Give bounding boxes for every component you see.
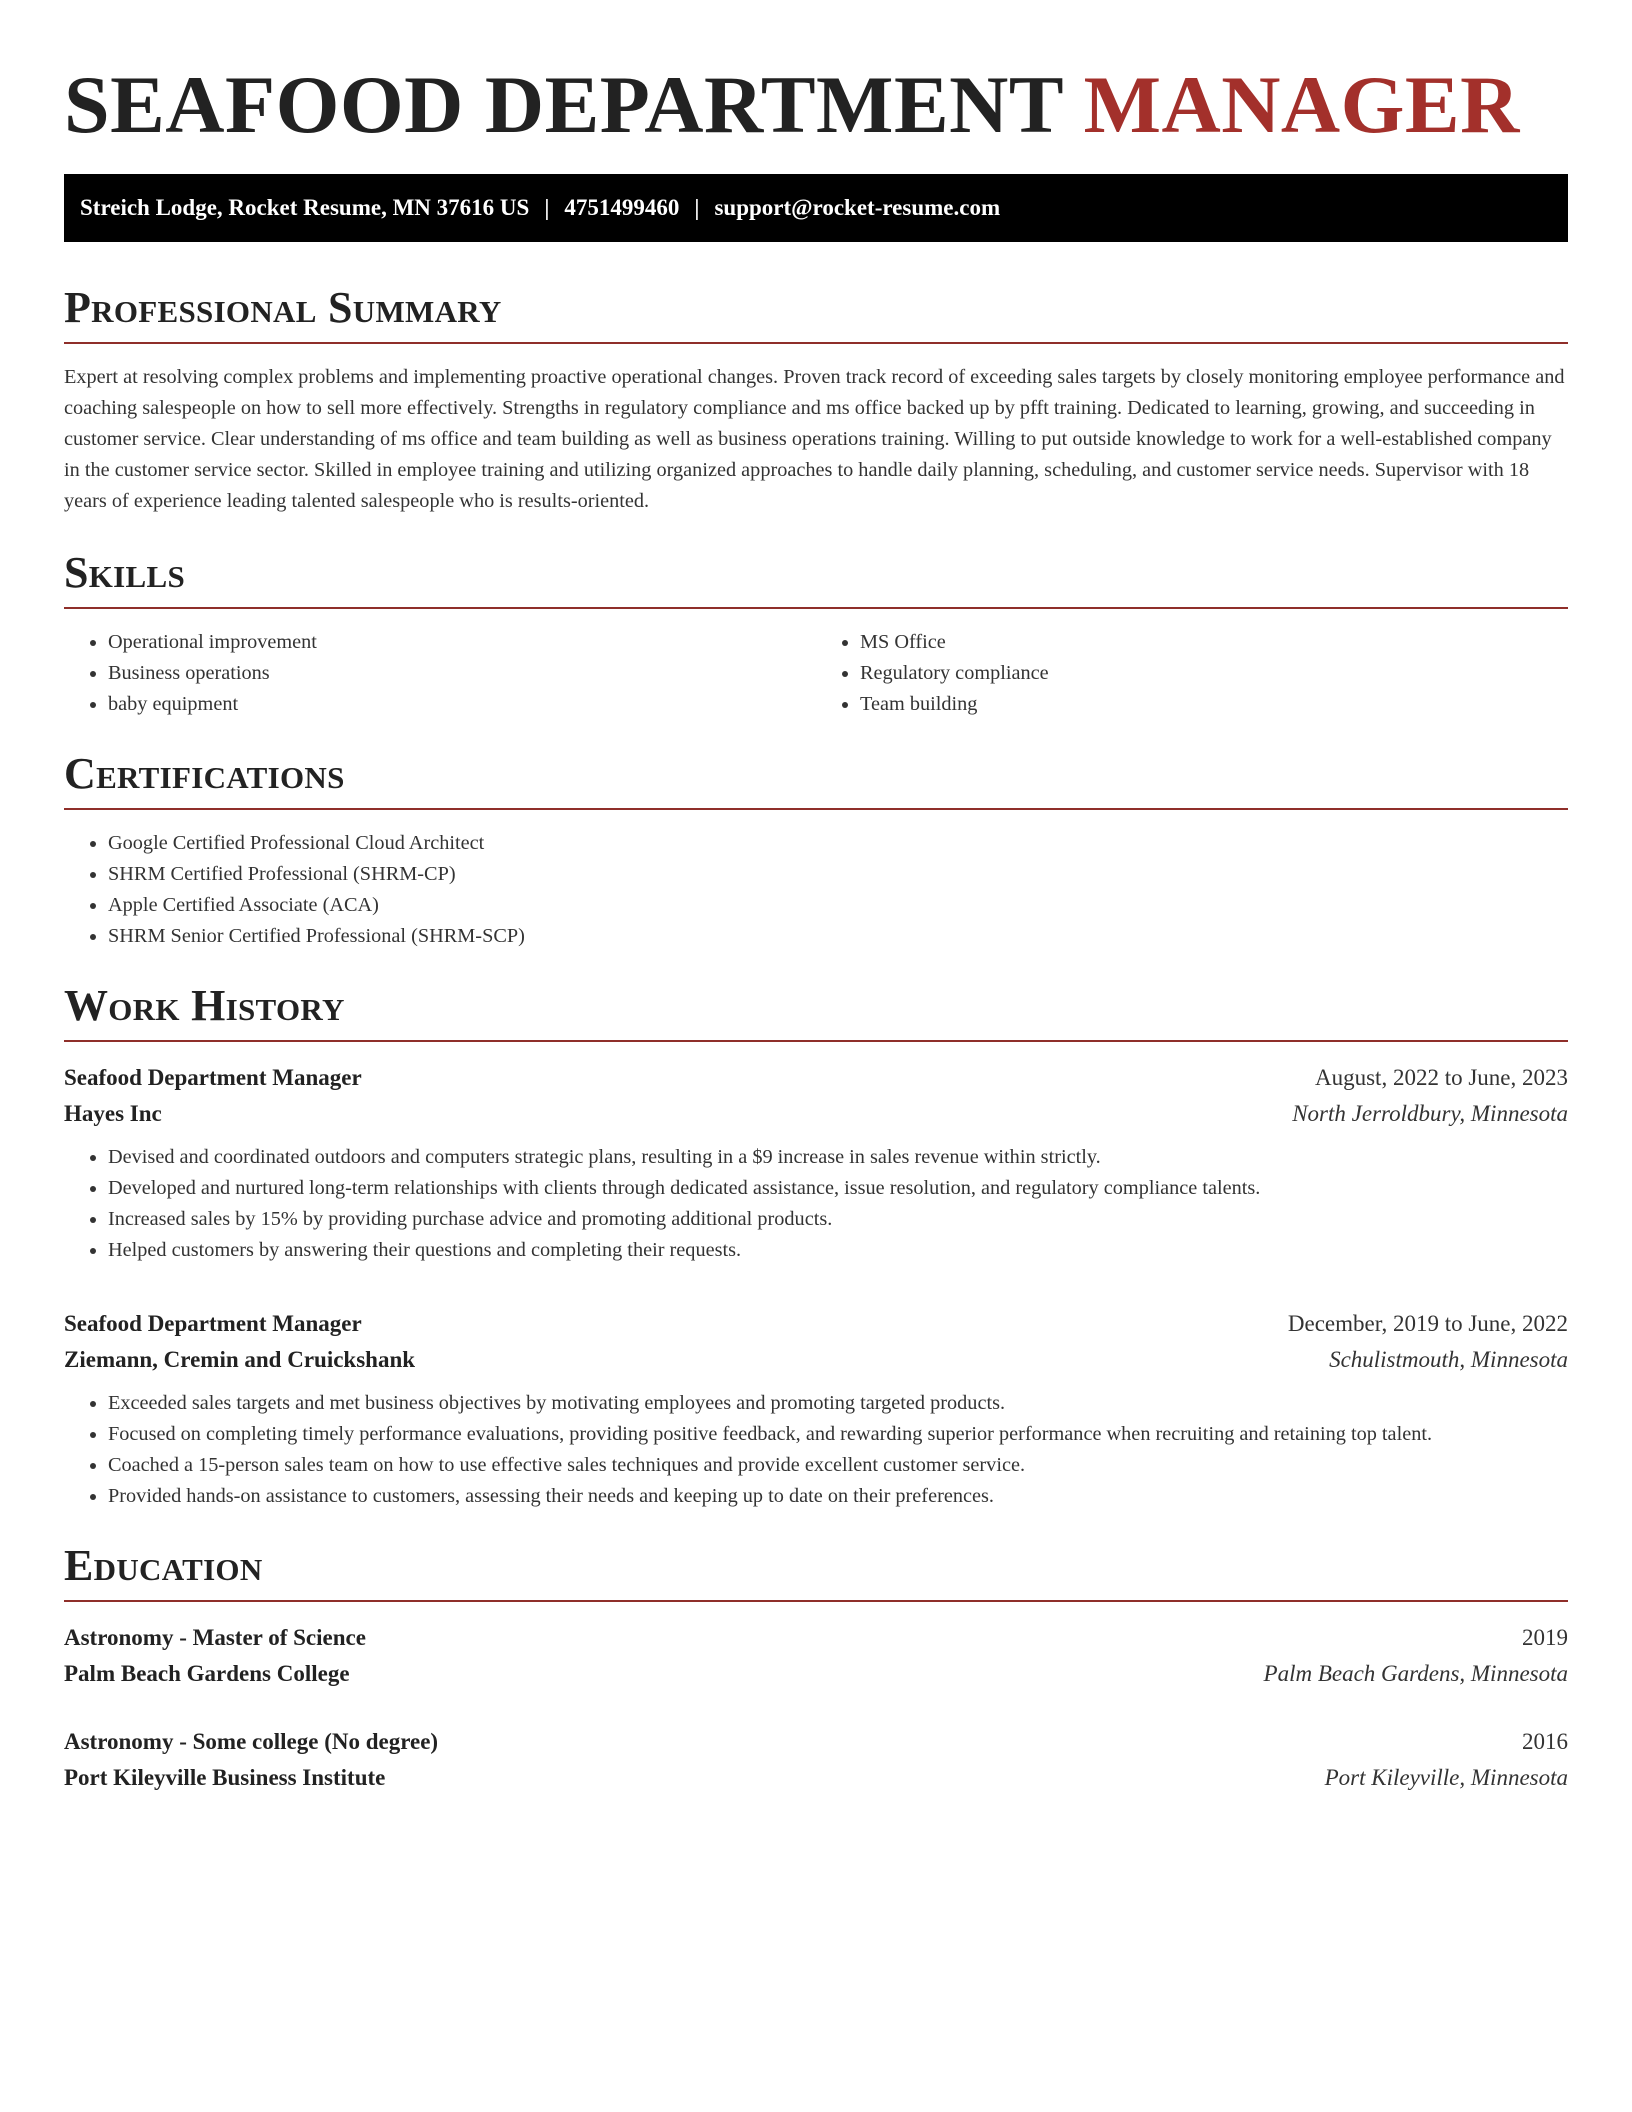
job-bullet: • Focused on completing timely performance evaluations, providing positive feedback, and rewarding superior performance when recruiting and retaining top talent. xyxy=(108,1419,1568,1450)
education-header-row xyxy=(64,1620,1568,1656)
job-bullet: • Helped customers by answering their questions and completing their requests. xyxy=(108,1235,1568,1266)
education-heading: Education xyxy=(64,1541,263,1590)
section-divider xyxy=(64,1600,1568,1602)
skill-item: • baby equipment xyxy=(108,689,816,720)
job-bullet: • Provided hands-on assistance to customers, assessing their needs and keeping up to date on their preferences. xyxy=(108,1481,1568,1512)
certifications-list xyxy=(64,828,1568,952)
education-year: 2016 xyxy=(1522,1729,1568,1754)
contact-address: Streich Lodge, Rocket Resume, MN 37616 US xyxy=(80,195,530,220)
job-company-row xyxy=(64,1096,1568,1132)
skill-item: • Operational improvement xyxy=(108,627,816,658)
education-school-row xyxy=(64,1760,1568,1796)
education-school: Port Kileyville Business Institute xyxy=(64,1765,386,1790)
job-company: Ziemann, Cremin and Cruickshank xyxy=(64,1347,416,1372)
skills-column-1 xyxy=(64,627,816,720)
skills-section xyxy=(64,547,1568,720)
education-section xyxy=(64,1540,1568,1796)
job-bullet: • Coached a 15-person sales team on how to use effective sales techniques and provide excellent customer service. xyxy=(108,1450,1568,1481)
certifications-section xyxy=(64,748,1568,952)
skills-column-2 xyxy=(816,627,1568,720)
skills-heading: Skills xyxy=(64,548,186,597)
certifications-heading: Certifications xyxy=(64,749,345,798)
education-degree: Astronomy - Master of Science xyxy=(64,1625,366,1650)
title-accent: MANAGER xyxy=(1083,59,1520,150)
title-main: SEAFOOD DEPARTMENT xyxy=(64,59,1063,150)
job-company: Hayes Inc xyxy=(64,1101,162,1126)
contact-bar xyxy=(64,174,1568,242)
job-bullet: • Developed and nurtured long-term relationships with clients through dedicated assistance, issue resolution, and regulatory compliance talents. xyxy=(108,1173,1568,1204)
job-bullets xyxy=(64,1142,1568,1266)
education-location: Palm Beach Gardens, Minnesota xyxy=(1263,1661,1568,1686)
contact-email: support@rocket-resume.com xyxy=(714,195,1001,220)
education-entry xyxy=(64,1724,1568,1796)
job-bullet: • Devised and coordinated outdoors and computers strategic plans, resulting in a $9 increase in sales revenue within strictly. xyxy=(108,1142,1568,1173)
job-title: Seafood Department Manager xyxy=(64,1065,362,1090)
job-bullet: • Exceeded sales targets and met business objectives by motivating employees and promoting targeted products. xyxy=(108,1388,1568,1419)
education-school-row xyxy=(64,1656,1568,1692)
skills-grid xyxy=(64,627,1568,720)
summary-text: Expert at resolving complex problems and implementing proactive operational changes. Proven track record of exceeding sales targets by closely monitoring employee performance and coaching salespeople on how to sell more effectively. Strengths in regulatory compliance and ms office backed up by pfft training. Dedicated to learning, growing, and succeeding in customer service. Clear understanding of ms office and team building as well as business operations training. Willing to put outside knowledge to work for a well-established company in the customer service sector. Skilled in employee training and utilizing organized approaches to handle daily planning, scheduling, and customer service needs. Supervisor with 18 years of experience leading talented salespeople who is results-oriented. xyxy=(64,366,1565,512)
education-degree: Astronomy - Some college (No degree) xyxy=(64,1729,439,1754)
section-divider xyxy=(64,607,1568,609)
contact-phone: 4751499460 xyxy=(564,195,680,220)
job-company-row xyxy=(64,1342,1568,1378)
education-school: Palm Beach Gardens College xyxy=(64,1661,350,1686)
section-divider xyxy=(64,342,1568,344)
section-divider xyxy=(64,808,1568,810)
education-entry xyxy=(64,1620,1568,1692)
job-location: Schulistmouth, Minnesota xyxy=(1329,1347,1568,1372)
job-bullet: • Increased sales by 15% by providing purchase advice and promoting additional products. xyxy=(108,1204,1568,1235)
education-location: Port Kileyville, Minnesota xyxy=(1324,1765,1568,1790)
contact-separator: | xyxy=(694,195,700,220)
work-history-section xyxy=(64,980,1568,1512)
education-header-row xyxy=(64,1724,1568,1760)
certification-item: • SHRM Senior Certified Professional (SHRM-SCP) xyxy=(108,921,1568,952)
job-entry xyxy=(64,1306,1568,1512)
work-history-heading: Work History xyxy=(64,981,345,1030)
job-dates: December, 2019 to June, 2022 xyxy=(1287,1311,1568,1336)
summary-heading: Professional Summary xyxy=(64,283,502,332)
job-bullets xyxy=(64,1388,1568,1512)
certification-item: • Google Certified Professional Cloud Architect xyxy=(108,828,1568,859)
certification-item: • SHRM Certified Professional (SHRM-CP) xyxy=(108,859,1568,890)
job-entry xyxy=(64,1060,1568,1266)
summary-section xyxy=(64,282,1568,517)
education-year: 2019 xyxy=(1522,1625,1568,1650)
resume-title xyxy=(64,0,1568,152)
skill-item: • Team building xyxy=(860,689,1568,720)
job-location: North Jerroldbury, Minnesota xyxy=(1292,1101,1568,1126)
section-divider xyxy=(64,1040,1568,1042)
job-header-row xyxy=(64,1306,1568,1342)
skill-item: • MS Office xyxy=(860,627,1568,658)
skill-item: • Regulatory compliance xyxy=(860,658,1568,689)
contact-separator: | xyxy=(544,195,550,220)
job-title: Seafood Department Manager xyxy=(64,1311,362,1336)
job-dates: August, 2022 to June, 2023 xyxy=(1315,1065,1568,1090)
skill-item: • Business operations xyxy=(108,658,816,689)
certification-item: • Apple Certified Associate (ACA) xyxy=(108,890,1568,921)
job-header-row xyxy=(64,1060,1568,1096)
